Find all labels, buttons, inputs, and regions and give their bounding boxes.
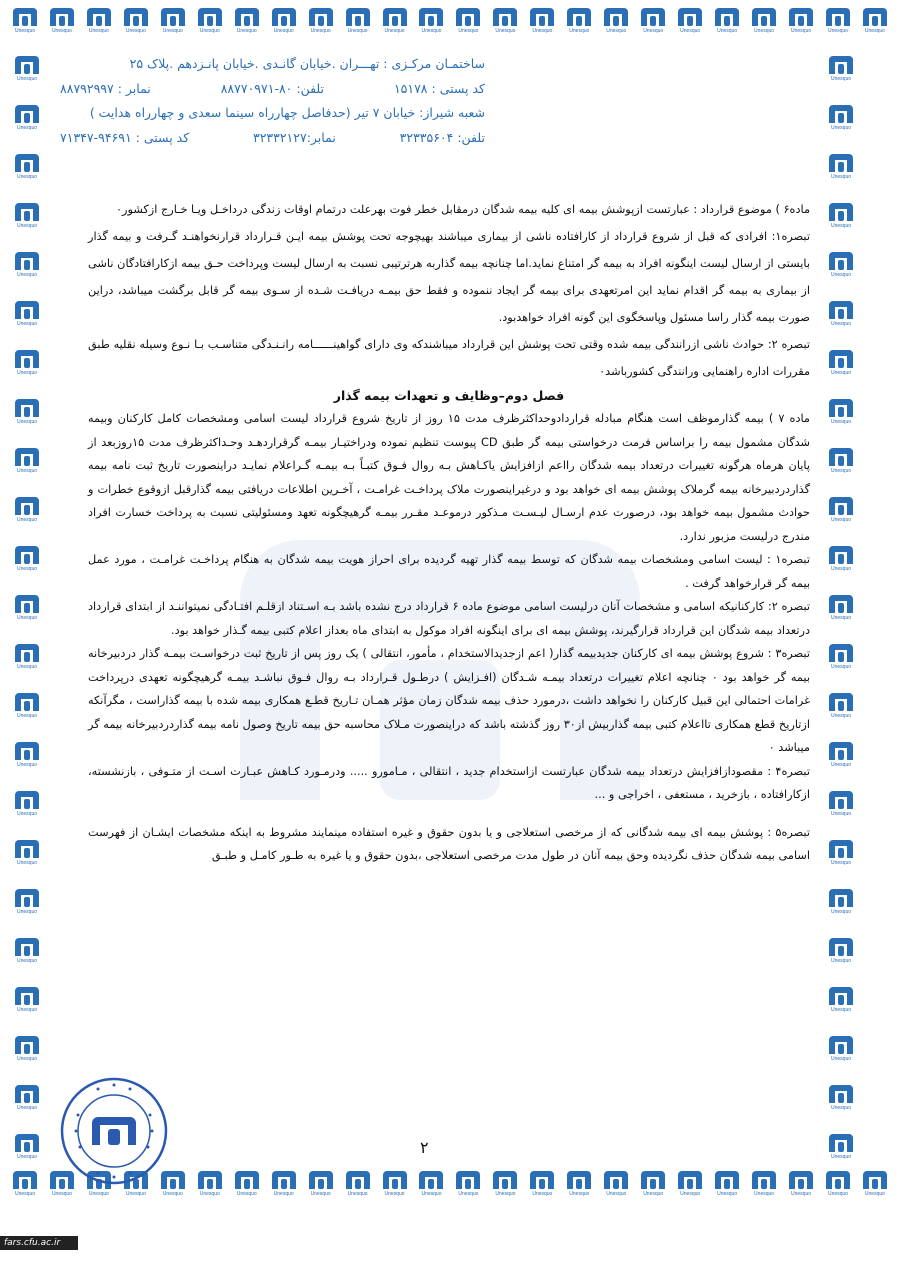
brand-logo-icon [826,1083,856,1115]
left-logo-border [12,54,42,1164]
brand-logo-icon [12,152,42,184]
brand-logo-icon [826,642,856,674]
brand-logo-label: Unesquo [680,28,701,34]
brand-logo-label: Unesquo [864,28,885,34]
brand-logo-label: Unesquo [830,811,851,817]
brand-logo-label: Unesquo [830,860,851,866]
brand-logo-label: Unesquo [162,1191,183,1197]
brand-logo-icon [860,1169,890,1201]
brand-logo-label: Unesquo [643,1191,664,1197]
brand-logo-label: Unesquo [310,1191,331,1197]
article-7-note-1: تبصره۱ : لیست اسامی ومشخصات بیمه شدگان که توسط بیمه گذار تهیه گردیده برای احراز هویت بیمه شدگان به هنگام پرداخـت غرامـت ، مورد عمل بیمه گر قرارخواهد گرفت . [88,553,810,590]
brand-logo-icon [12,789,42,821]
brand-logo-label: Unesquo [236,1191,257,1197]
brand-logo-icon [826,446,856,478]
brand-logo-label: Unesquo [717,1191,738,1197]
brand-logo-label: Unesquo [830,762,851,768]
brand-logo-icon [12,838,42,870]
top-logo-border [10,6,890,38]
brand-logo-icon [826,691,856,723]
brand-logo-icon [826,789,856,821]
brand-logo-label: Unesquo [830,1007,851,1013]
brand-logo-icon [416,6,446,38]
brand-logo-label: Unesquo [16,762,37,768]
brand-logo-label: Unesquo [830,909,851,915]
head-office-address: ساختمـان مرکـزی : تهـــران .خیابان گانـدی .خیابان پانـزدهم .پلاک ۲۵ [129,56,485,71]
brand-logo-label: Unesquo [830,1056,851,1062]
brand-logo-icon [826,887,856,919]
brand-logo-label: Unesquo [830,272,851,278]
brand-logo-label: Unesquo [495,1191,516,1197]
article-7-note-4: تبصره۴ : مقصودازافزایش درتعداد بیمه شدگان عبارتست ازاستخدام جدید ، انتقالی ، مـامورو ..... ودرمـورد کـاهش عبـارت اسـت از متـوفی ، بازنشسته، ازکارافتاده ، بازخرید ، مستعفی ، اخراجی و ... [88,764,810,801]
brand-logo-label: Unesquo [532,1191,553,1197]
brand-logo-label: Unesquo [162,28,183,34]
brand-logo-icon [232,1169,262,1201]
brand-logo-icon [675,6,705,38]
brand-logo-label: Unesquo [830,615,851,621]
brand-logo-icon [860,6,890,38]
branch-phone: تلفن: ۳۲۳۳۵۶۰۴ [399,129,485,145]
brand-logo-label: Unesquo [495,28,516,34]
brand-logo-label: Unesquo [16,1007,37,1013]
brand-logo-label: Unesquo [16,223,37,229]
brand-logo-label: Unesquo [51,1191,72,1197]
brand-logo-label: Unesquo [310,28,331,34]
brand-logo-label: Unesquo [569,1191,590,1197]
brand-logo-label: Unesquo [347,28,368,34]
brand-logo-icon [826,985,856,1017]
brand-logo-icon [826,936,856,968]
brand-logo-icon [749,1169,779,1201]
brand-logo-label: Unesquo [16,713,37,719]
brand-logo-label: Unesquo [830,174,851,180]
brand-logo-label: Unesquo [532,28,553,34]
brand-logo-label: Unesquo [458,1191,479,1197]
brand-logo-icon [12,299,42,331]
brand-logo-icon [826,250,856,282]
brand-logo-label: Unesquo [273,1191,294,1197]
article-6-note-2: تبصره ۲: حوادث ناشی ازرانندگی بیمه شده وقتی تحت پوشش این قرارداد میباشندکه وی دارای گواهینــــــامه رانـنـدگی متناسـب بـا نـوع وسیله نقلیه طبق مقررات اداره راهنمایی ورانندگی کشورباشد۰ [88,338,810,378]
brand-logo-label: Unesquo [16,76,37,82]
brand-logo-label: Unesquo [384,1191,405,1197]
brand-logo-label: Unesquo [16,566,37,572]
brand-logo-label: Unesquo [14,1191,35,1197]
brand-logo-label: Unesquo [16,419,37,425]
brand-logo-icon [12,985,42,1017]
brand-logo-icon [527,6,557,38]
brand-logo-icon [12,593,42,625]
footer-site-label: fars.cfu.ac.ir [0,1236,78,1250]
brand-logo-label: Unesquo [16,272,37,278]
brand-logo-icon [527,1169,557,1201]
brand-logo-label: Unesquo [830,664,851,670]
brand-logo-label: Unesquo [643,28,664,34]
brand-logo-label: Unesquo [236,28,257,34]
brand-logo-label: Unesquo [16,664,37,670]
brand-logo-label: Unesquo [827,28,848,34]
brand-logo-icon [12,348,42,380]
brand-logo-label: Unesquo [830,1154,851,1160]
branch-address: شعبه شیراز: خیابان ۷ تیر (حدفاصل چهارراه سینما سعدی و چهارراه هدایت ) [89,105,485,120]
brand-logo-icon [12,495,42,527]
brand-logo-label: Unesquo [88,1191,109,1197]
brand-logo-icon [826,544,856,576]
brand-logo-icon [826,54,856,86]
brand-logo-icon [84,6,114,38]
brand-logo-icon [12,103,42,135]
brand-logo-label: Unesquo [830,1105,851,1111]
brand-logo-icon [826,397,856,429]
brand-logo-icon [47,6,77,38]
brand-logo-icon [12,201,42,233]
brand-logo-icon [826,495,856,527]
brand-logo-label: Unesquo [458,28,479,34]
brand-logo-icon [380,1169,410,1201]
brand-logo-label: Unesquo [830,125,851,131]
brand-logo-label: Unesquo [864,1191,885,1197]
brand-logo-label: Unesquo [16,860,37,866]
brand-logo-label: Unesquo [14,28,35,34]
brand-logo-icon [12,1034,42,1066]
brand-logo-label: Unesquo [199,28,220,34]
brand-logo-icon [564,1169,594,1201]
brand-logo-icon [158,6,188,38]
brand-logo-icon [712,1169,742,1201]
brand-logo-label: Unesquo [830,419,851,425]
brand-logo-icon [306,1169,336,1201]
brand-logo-icon [564,6,594,38]
brand-logo-label: Unesquo [16,615,37,621]
brand-logo-label: Unesquo [16,958,37,964]
brand-logo-icon [12,691,42,723]
brand-logo-label: Unesquo [830,517,851,523]
brand-logo-icon [232,6,262,38]
brand-logo-label: Unesquo [717,28,738,34]
brand-logo-icon [380,6,410,38]
brand-logo-icon [601,6,631,38]
brand-logo-icon [12,54,42,86]
right-logo-border [826,54,856,1164]
brand-logo-icon [826,1132,856,1164]
brand-logo-icon [343,1169,373,1201]
brand-logo-label: Unesquo [16,468,37,474]
brand-logo-icon [826,593,856,625]
brand-logo-icon [306,6,336,38]
brand-logo-label: Unesquo [830,223,851,229]
brand-logo-icon [10,1169,40,1201]
brand-logo-label: Unesquo [754,1191,775,1197]
brand-logo-label: Unesquo [827,1191,848,1197]
brand-logo-label: Unesquo [791,1191,812,1197]
brand-logo-icon [453,1169,483,1201]
brand-logo-icon [195,1169,225,1201]
brand-logo-icon [826,152,856,184]
brand-logo-label: Unesquo [830,468,851,474]
brand-logo-icon [12,446,42,478]
article-7-note-5: تبصره۵ : پوشش بیمه ای بیمه شدگانی که از مرخصی استعلاجی و یا بدون حقوق و غیره استفاده مینمایند مشروط به اینکه مشخصات ایشـان از فهرست اسامی بیمه شدگان حذف نگردیده وحق بیمه آنان در طول مدت مرخصی استعلاجی ،بدون حقوق و یا غیره به طـور کامـل و طبـق [88,825,810,862]
brand-logo-label: Unesquo [125,28,146,34]
brand-logo-icon [826,103,856,135]
phone-number: تلفن: ۸۰-۸۸۷۷۰۹۷۱ [220,80,325,96]
brand-logo-icon [638,1169,668,1201]
brand-logo-label: Unesquo [273,28,294,34]
brand-logo-label: Unesquo [384,28,405,34]
company-address-header [60,52,485,150]
brand-logo-label: Unesquo [51,28,72,34]
branch-fax: نمابر:۳۲۳۳۲۱۲۷ [252,129,336,145]
brand-logo-label: Unesquo [199,1191,220,1197]
brand-logo-label: Unesquo [830,370,851,376]
brand-logo-label: Unesquo [16,125,37,131]
brand-logo-icon [269,6,299,38]
brand-logo-icon [12,1083,42,1115]
article-7: ماده ۷ ) بیمه گذارموظف است هنگام مبادله قراردادوحداکثرظرف مدت ۱۵ روز از تاریخ شروع قرارداد لیست اسامی ومشخصات کامل کارکنان وبیمه شدگان مشمول بیمه را براساس فرمت درخواستی بیمه گر طبق CD پیوست تنظیم نموده ودراختیـار بیمـه گرقراردهـد وحـداکثرظرف مدت ۱۵روزبعد از پایان هرماه هرگونه تغییرات درتعداد بیمه شدگان رااعم ازافزایش یاکـاهش بـه روال فـوق کتبـاً بـه بیمـه گـراعلام نمایـد دراینصورت تاریخ ثبت نامه بیمه گذاردردبیرخانه بیمه گرملاک پوشش بیمه ای خواهد بود و درغیراینصورت ملاک پرداخـت غرامـت ، آخـرین اطلاعات دریافتی بیمه گذارقبل ازوقوع خطرات و حوادث مشمول بیمه خواهد بود، درصورت عدم ارسـال لیـسـت مـذکور درموعـد مقـرر بیمـه گرهیچگونه تعهد ومسئولیتی نسبت به پرداخت خسارت افراد مندرج درلیست مزبور ندارد. [88,412,810,543]
brand-logo-icon [195,6,225,38]
brand-logo-label: Unesquo [830,958,851,964]
brand-logo-label: Unesquo [125,1191,146,1197]
brand-logo-icon [490,1169,520,1201]
brand-logo-icon [10,6,40,38]
brand-logo-icon [12,397,42,429]
brand-logo-icon [12,740,42,772]
brand-logo-label: Unesquo [16,517,37,523]
branch-postal: کد پستی : ۹۴۶۹۱-۷۱۳۴۷ [60,129,190,145]
brand-logo-icon [786,6,816,38]
brand-logo-icon [826,740,856,772]
brand-logo-label: Unesquo [830,76,851,82]
brand-logo-icon [269,1169,299,1201]
page-number: ۲ [420,1138,429,1157]
brand-logo-icon [826,348,856,380]
brand-logo-label: Unesquo [16,370,37,376]
brand-logo-icon [786,1169,816,1201]
brand-logo-label: Unesquo [347,1191,368,1197]
brand-logo-icon [601,1169,631,1201]
article-7-note-2: تبصره ۲: کارکنانیکه اسامی و مشخصات آنان درلیست اسامی موضوع ماده ۶ قرارداد درج نشده باشد بـه اسـتناد ازقلـم افتـادگی نمیتواننـد از ابتدای قرارداد درتعداد بیمه شدگان این قرارداد قرارگیرند، پوشش بیمه ای برای اینگونه افراد موکول به ابتدای ماه بعداز اعلام کتبی بیمه گـذار خواهد بود. [88,600,810,637]
brand-logo-label: Unesquo [830,566,851,572]
brand-logo-icon [12,642,42,674]
section-title: فصل دوم–وظایف و تعهدات بیمه گذار [333,388,565,403]
brand-logo-label: Unesquo [16,174,37,180]
brand-logo-label: Unesquo [16,1056,37,1062]
article-6: ماده۶ ) موضوع قرارداد : عبارتست ازپوشش بیمه ای کلیه بیمه شدگان درمقابل خطر فوت بهرعلت درتمام اوقات زندگی درداخـل ویـا خـارج ازکشور۰ [115,203,810,216]
brand-logo-icon [823,1169,853,1201]
brand-logo-label: Unesquo [830,713,851,719]
brand-logo-icon [638,6,668,38]
brand-logo-icon [12,250,42,282]
contract-body [88,196,810,868]
brand-logo-label: Unesquo [606,28,627,34]
brand-logo-label: Unesquo [569,28,590,34]
brand-logo-icon [12,1132,42,1164]
brand-logo-label: Unesquo [606,1191,627,1197]
brand-logo-icon [12,544,42,576]
brand-logo-label: Unesquo [830,321,851,327]
brand-logo-label: Unesquo [16,909,37,915]
brand-logo-label: Unesquo [754,28,775,34]
brand-logo-icon [826,201,856,233]
brand-logo-icon [826,299,856,331]
company-stamp [58,1075,170,1187]
brand-logo-icon [826,838,856,870]
brand-logo-label: Unesquo [16,1154,37,1160]
brand-logo-label: Unesquo [16,321,37,327]
brand-logo-icon [343,6,373,38]
brand-logo-icon [12,936,42,968]
brand-logo-icon [826,1034,856,1066]
brand-logo-icon [749,6,779,38]
brand-logo-label: Unesquo [791,28,812,34]
brand-logo-label: Unesquo [421,28,442,34]
brand-logo-icon [490,6,520,38]
brand-logo-label: Unesquo [680,1191,701,1197]
brand-logo-icon [675,1169,705,1201]
brand-logo-label: Unesquo [16,811,37,817]
brand-logo-icon [823,6,853,38]
brand-logo-icon [712,6,742,38]
brand-logo-icon [416,1169,446,1201]
brand-logo-icon [453,6,483,38]
article-6-note-1: تبصره۱: افرادی که قبل از شروع قرارداد از کارافتاده ناشی از بیماری میباشند بهیچوجه تحت پوشش بیمه ایـن قـرارداد قرارنخواهنـد گـرفت و بیمه گذار بایستی از ارسال لیست اینگونه افراد به بیمه گر امتناع نماید.اما چنانچه بیمه گذاربه هرترتیبی نسبت به ارسال لیست وپرداخت حـق بیمه ازکارافتادگان ناشی از بیماری به بیمه گر اقدام نماید این امرتعهدی برای بیمه گر ایجاد ننموده و فقط حق بیمـه دریافـت شـده از سـوی بیمه گر قابل برگشت میباشد، دراین صورت بیمه گذار راسا مسئول وپاسخگوی این گونه افراد خواهدبود. [88,230,810,324]
postal-code: کد پستی : ۱۵۱۷۸ [393,80,485,96]
brand-logo-label: Unesquo [16,1105,37,1111]
article-7-note-3: تبصره۳ : شروع پوشش بیمه ای کارکنان جدیدبیمه گذار( اعم ازجدیدالاستخدام ، مأمور، انتقالی ) یک روز پس از تاریخ ثبت درخواسـت بیمـه گذار دردبیرخانه بیمه گر خواهد بود ۰ چنانچه اعلام تغییرات درتعداد بیمـه شـدگان (افـزایش ) درطـول قـرارداد بـه روال فـوق نباشـد بیمـه گرهیچگونه تعهدی درپرداخت غرامات احتمالی این قبیل کارکنان را نخواهد داشت ،درمورد حذف بیمه شدگان زمان مؤثر همـان تـاریخ قطـع همکاری بیمه شده با بیمه گذاراست ، مگرآنکه ازتاریخ قطع همکاری تااعلام کتبی بیمه گذاربیش از۳۰ روز گذشته باشد که دراینصورت مـلاک محاسبه حق بیمه تاریخ وصول نامه بیمه گذاردردبیرخانه بیمه گر میباشد ۰ [88,647,810,754]
fax-number: نمابر : ۸۸۷۹۲۹۹۷ [60,80,151,96]
brand-logo-icon [12,887,42,919]
brand-logo-label: Unesquo [421,1191,442,1197]
brand-logo-icon [121,6,151,38]
brand-logo-label: Unesquo [88,28,109,34]
